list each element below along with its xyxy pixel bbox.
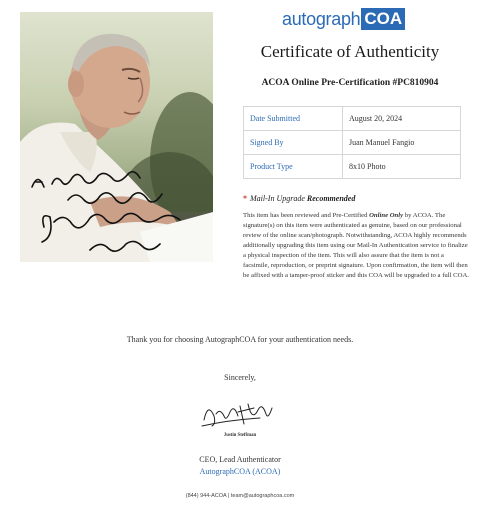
thank-you-text: Thank you for choosing AutographCOA for your authentication needs. bbox=[126, 335, 354, 344]
upgrade-heading bbox=[243, 194, 355, 203]
details-label: Product Type bbox=[244, 155, 343, 179]
asterisk-icon: * bbox=[243, 194, 247, 203]
details-row-product-type bbox=[244, 155, 461, 179]
details-table bbox=[243, 106, 461, 179]
signer-name: Justin Steffman bbox=[223, 433, 257, 438]
details-row-signed-by bbox=[244, 131, 461, 155]
certificate-title: Certificate of Authenticity bbox=[260, 42, 440, 61]
sincerely-text: Sincerely, bbox=[224, 373, 256, 382]
body-text-1: This item has been reviewed and Pre-Certified bbox=[243, 212, 370, 219]
autographed-photo bbox=[20, 12, 213, 262]
details-value: 8x10 Photo bbox=[343, 155, 461, 179]
logo-text: autograph bbox=[282, 8, 361, 29]
autographcoa-logo bbox=[282, 6, 442, 32]
contact-info: (844) 944-ACOA | team@autographcoa.com bbox=[185, 493, 295, 499]
body-text-online-only: Online Only bbox=[369, 212, 404, 219]
details-value: August 20, 2024 bbox=[343, 107, 461, 131]
signer-title: CEO, Lead Authenticator bbox=[199, 455, 281, 464]
details-value: Juan Manuel Fangio bbox=[343, 131, 461, 155]
logo-badge: COA bbox=[361, 8, 405, 30]
ceo-signature bbox=[198, 394, 278, 432]
details-row-date bbox=[244, 107, 461, 131]
company-link[interactable]: AutographCOA (ACOA) bbox=[199, 467, 281, 476]
certificate-number: ACOA Online Pre-Certification #PC810904 bbox=[261, 78, 439, 88]
body-text-2: by ACOA. The signature(s) on this item were authenticated as genuine, based on our professional review of the online scan/photograph. Notwithstanding, ACOA highly recommends additionally upgrading this item using our Mail-In Authentication service to finalize a physical inspection of the item. This will also assure that the item is not a facsimile, reproduction, or preprint signature. Upon confirmation, the item will then be affixed with a tamper-proof sticker and this COA will be upgraded to a full COA. bbox=[243, 212, 469, 279]
details-label: Signed By bbox=[244, 131, 343, 155]
photo-illustration bbox=[20, 12, 213, 262]
upgrade-emphasis: Recommended bbox=[306, 194, 356, 203]
upgrade-label: Mail-In Upgrade bbox=[250, 194, 305, 203]
details-label: Date Submitted bbox=[244, 107, 343, 131]
certificate-body-text bbox=[243, 211, 469, 281]
